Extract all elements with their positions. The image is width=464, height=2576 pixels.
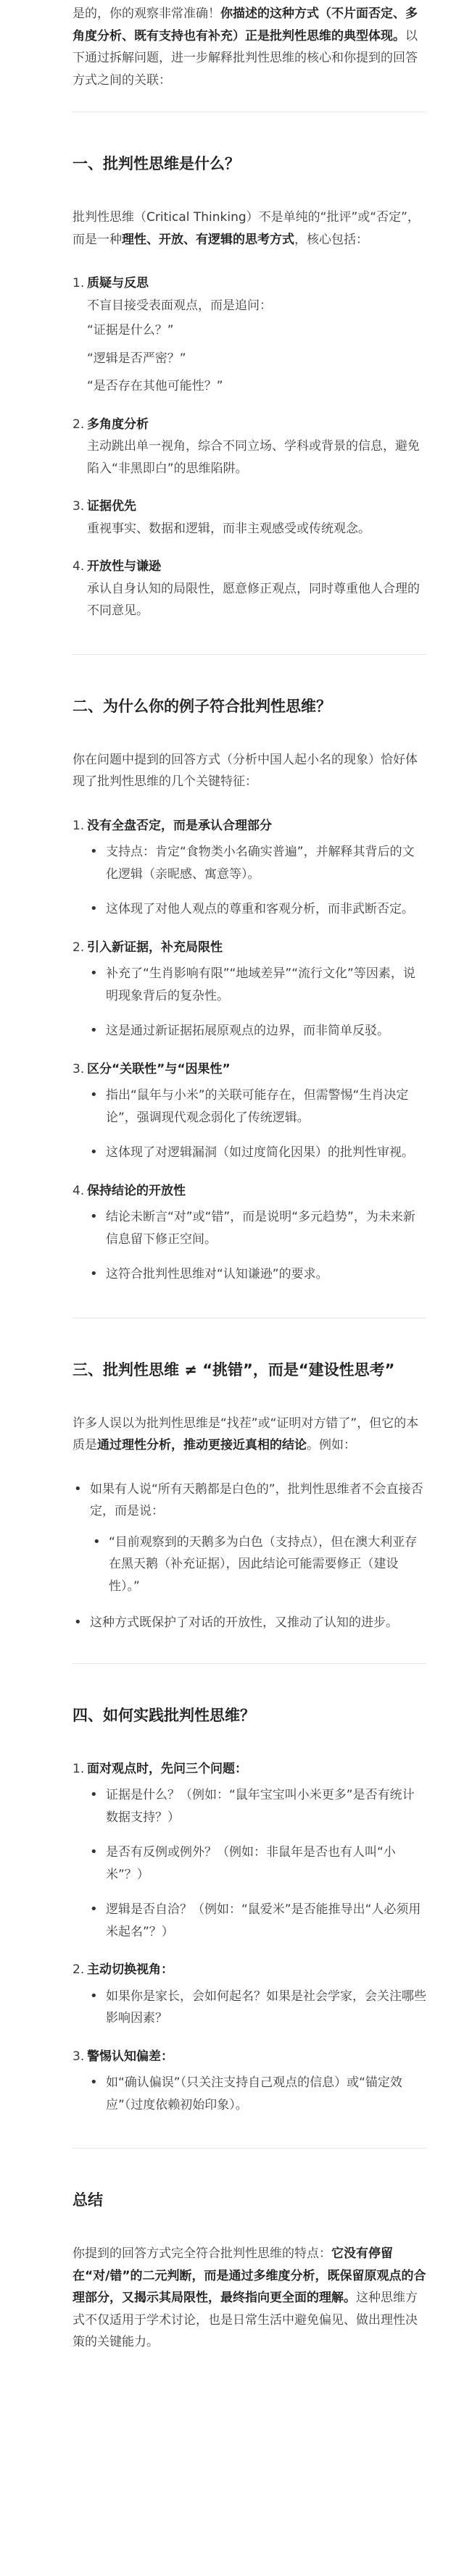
intro-text: 是的，你的观察非常准确！ [72,7,220,21]
intro-text-2: 以下通过拆解问题，进一步解释批判性思维的核心和你提到的回答方式之间的关联： [72,28,418,88]
item-title [72,556,426,578]
bullet-item: • 这符合批判性思维对“认知谦逊”的要求。 [87,1263,426,1286]
item-title [72,1058,426,1081]
section-4-title: 四、如何实践批判性思维？ [72,1706,255,1724]
item-body: 承认自身认知的局限性，愿意修正观点，同时尊重他人合理的不同意见。 [87,581,420,618]
bullet-item: • 指出“鼠年与小米”的关联可能存在，但需警惕“生肖决定论”，强调现代观念弱化了传统逻辑。 [87,1084,426,1129]
item-title-text: 面对观点时，先问三个问题： [87,1761,247,1776]
item-title [72,414,426,436]
item-title [72,272,426,295]
summary-paragraph [72,2243,426,2354]
bullet-item: • 这是通过新证据拓展原观点的边界，而非简单反驳。 [87,1020,426,1042]
summary-title: 总结 [72,2191,103,2209]
item-body: 不盲目接受表面观点，而是追问： [87,298,272,313]
list-item [72,272,426,398]
bullet-list [87,841,426,921]
item-number: 3. [72,1061,85,1076]
item-number: 4. [72,1183,85,1198]
list-item [72,495,426,540]
item-title [72,1959,426,1981]
item-title-text: 证据优先 [87,499,136,514]
section-1-title: 一、批判性思维是什么？ [72,155,240,172]
summary-emphasis: 它没有停留在“对/错”的二元判断，而是通过多维度分析，既保留原观点的合理部分，又揭示其局限性，最终指向更全面的理解。 [72,2246,426,2305]
intro-paragraph [72,3,426,91]
bullet-list [87,1784,426,1943]
bullet-item [72,1479,426,1598]
item-body: 重视事实、数据和逻辑，而非主观感受或传统观念。 [87,521,370,536]
list-item [72,414,426,480]
list-item [72,1959,426,2030]
bullet-item: • 这种方式既保护了对话的开放性，又推动了认知的进步。 [72,1612,426,1634]
section-3-text: 许多人误以为批判性思维是“找茬”或“证明对方错了”，但它的本质是 [72,1415,419,1452]
item-title [72,495,426,518]
item-title-text: 多角度分析 [87,417,149,432]
divider [72,654,426,655]
bullet-item: • 如“确认偏误”（只关注支持自己观点的信息）或“锚定效应”（过度依赖初始印象）。 [87,2072,426,2116]
item-title [72,1758,426,1781]
divider [72,1663,426,1664]
item-title [72,2046,426,2068]
bullet-list [87,1084,426,1164]
intro-emphasis: 你描述的这种方式（不片面否定、多角度分析、既有支持也有补充）正是批判性思维的典型体现。 [72,7,418,43]
section-3-emphasis: 通过理性分析，推动更接近真相的结论 [97,1438,307,1452]
item-title [72,815,426,837]
sub-item: “逻辑是否严密？” [87,351,186,366]
section-3-text-2: 。例如： [307,1438,356,1452]
item-title-text: 警惕认知偏差： [87,2049,173,2064]
list-item [72,1758,426,1944]
summary-text-2: 这种思维方式不仅适用于学术讨论，也是日常生活中避免偏见、做出理性决策的关键能力。 [72,2291,418,2349]
item-title-text: 主动切换视角： [87,1962,173,1977]
section-3-paragraph [72,1413,426,1457]
bullet-list [87,2072,426,2116]
item-number: 2. [72,417,85,432]
item-title-text: 质疑与反思 [87,276,149,290]
sub-item: “证据是什么？” [87,323,174,338]
item-number: 2. [72,1962,85,1977]
item-number: 1. [72,1761,85,1776]
sub-list [87,319,426,398]
section-2-title: 二、为什么你的例子符合批判性思维？ [72,697,331,715]
section-1 [72,153,426,622]
section-1-text: 批判性思维（Critical Thinking）不是单纯的“批评”或“否定”，而是一种 [72,210,420,247]
bullet-list [87,1986,426,2030]
item-number: 1. [72,818,85,833]
section-3-title: 三、批判性思维 ≠ “挑错”，而是“建设性思考” [72,1360,395,1379]
summary-section [72,2189,426,2354]
section-1-paragraph [72,206,426,251]
bullet-item: • 补充了“生肖影响有限”“地域差异”“流行文化”等因素，说明现象背后的复杂性。 [87,963,426,1007]
bullet-text: 如果有人说“所有天鹅都是白色的”，批判性思维者不会直接否定，而是说： [90,1481,423,1518]
list-item [72,1180,426,1286]
section-3-list [72,1479,426,1634]
bullet-item: • 结论未断言“对”或“错”，而是说明“多元趋势”，为未来新信息留下修正空间。 [87,1206,426,1250]
section-1-emphasis: 理性、开放、有逻辑的思考方式 [122,232,294,247]
section-1-list [72,272,426,622]
section-1-text-2: ，核心包括： [294,232,368,247]
bullet-item: • 支持点：肯定“食物类小名确实普遍”，并解释其背后的文化逻辑（亲昵感、寓意等）。 [87,841,426,885]
list-item [72,815,426,921]
nested-bullet-item: • “目前观察到的天鹅多为白色（支持点），但在澳大利亚存在黑天鹅（补充证据），因此结论可能需要修正（建设性）。” [90,1531,426,1598]
sub-item: “是否存在其他可能性？” [87,379,223,393]
item-title [72,1180,426,1203]
section-4 [72,1705,426,2117]
item-body: 主动跳出单一视角，综合不同立场、学科或背景的信息，避免陷入“非黑即白”的思维陷阱。 [87,439,420,476]
item-title-text: 开放性与谦逊 [87,559,161,574]
item-title-text: 引入新证据，补充局限性 [87,940,223,955]
section-2 [72,695,426,1286]
section-2-list [72,815,426,1286]
section-2-paragraph: 你在问题中提到的回答方式（分析中国人起小名的现象）恰好体现了批判性思维的几个关键特征： [72,752,418,789]
item-number: 3. [72,2049,85,2064]
bullet-list [87,963,426,1042]
bullet-item: • 这体现了对他人观点的尊重和客观分析，而非武断否定。 [87,898,426,921]
item-title-text: 保持结论的开放性 [87,1183,186,1198]
list-item [72,937,426,1042]
section-3 [72,1359,426,1634]
item-title-text: 区分“关联性”与“因果性” [87,1061,231,1076]
section-4-list [72,1758,426,2117]
divider [72,2148,426,2149]
bullet-item: • 这体现了对逻辑漏洞（如过度简化因果）的批判性审视。 [87,1142,426,1164]
nested-bullet-list [90,1531,426,1598]
list-item [72,2046,426,2117]
item-title-text: 没有全盘否定，而是承认合理部分 [87,818,272,833]
item-title [72,937,426,959]
item-number: 2. [72,940,85,955]
list-item [72,556,426,622]
bullet-item: • 证据是什么？（例如：“鼠年宝宝叫小米更多”是否有统计数据支持？） [87,1784,426,1828]
item-number: 3. [72,499,85,514]
bullet-item: • 逻辑是否自洽？（例如：“鼠爱米”是否能推导出“人必须用米起名”？） [87,1899,426,1943]
list-item [72,1058,426,1164]
bullet-item: • 如果你是家长，会如何起名？如果是社会学家，会关注哪些影响因素？ [87,1986,426,2030]
item-number: 1. [72,276,85,290]
summary-text: 你提到的回答方式完全符合批判性思维的特点： [72,2246,331,2261]
bullet-item: • 是否有反例或例外？（例如：非鼠年是否也有人叫“小米”？） [87,1841,426,1886]
bullet-list [87,1206,426,1286]
item-number: 4. [72,559,85,574]
